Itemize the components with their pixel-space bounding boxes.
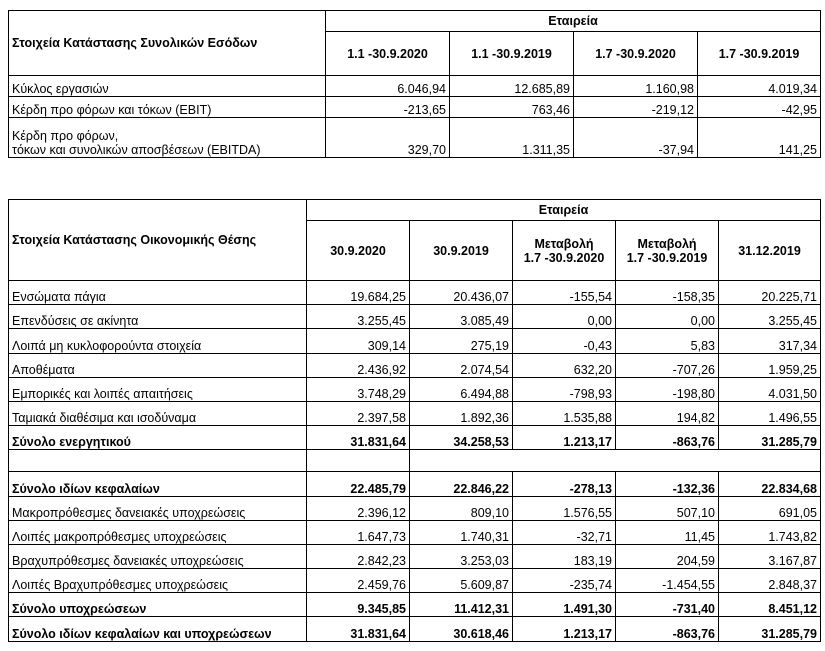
cell-value: -863,76 — [616, 426, 719, 450]
cell-value: 1.892,36 — [410, 401, 513, 425]
cell-value: 275,19 — [410, 329, 513, 353]
cell-value: -798,93 — [513, 377, 616, 401]
cell-value: -155,54 — [513, 281, 616, 305]
table-row-total — [9, 426, 821, 450]
table-row — [9, 544, 821, 568]
cell-value: 20.436,07 — [410, 281, 513, 305]
cell-value: 3.748,29 — [307, 377, 410, 401]
cell-value: 5,83 — [616, 329, 719, 353]
balance-title: Στοιχεία Κατάστασης Οικονομικής Θέσης — [9, 200, 307, 281]
cell-value: 11.412,31 — [410, 593, 513, 617]
cell-value: 1.160,98 — [574, 76, 698, 97]
cell-value: -278,13 — [513, 472, 616, 496]
row-label: Κέρδη προ φόρων και τόκων (EBIT) — [9, 97, 326, 118]
table-row — [9, 329, 821, 353]
cell-value: 12.685,89 — [450, 76, 574, 97]
cell-value: 763,46 — [450, 97, 574, 118]
cell-value: 1.535,88 — [513, 401, 616, 425]
cell-value: -707,26 — [616, 353, 719, 377]
cell-value: 194,82 — [616, 401, 719, 425]
row-label: Λοιπά μη κυκλοφορούντα στοιχεία — [9, 329, 307, 353]
row-label: Ταμιακά διαθέσιμα και ισοδύναμα — [9, 401, 307, 425]
cell-value: -158,35 — [616, 281, 719, 305]
income-title: Στοιχεία Κατάστασης Συνολικών Εσόδων — [9, 11, 326, 76]
cell-value: 204,59 — [616, 544, 719, 568]
cell-value: 2.848,37 — [719, 569, 821, 593]
cell-value: 22.834,68 — [719, 472, 821, 496]
cell-value: 1.491,30 — [513, 593, 616, 617]
table-row — [9, 76, 821, 97]
cell-value: 3.085,49 — [410, 305, 513, 329]
table-row — [9, 496, 821, 520]
cell-value: 1.213,17 — [513, 617, 616, 641]
cell-value: 31.285,79 — [719, 617, 821, 641]
cell-value: 20.225,71 — [719, 281, 821, 305]
row-label: Σύνολο ενεργητικού — [9, 426, 307, 450]
cell-value: 183,19 — [513, 544, 616, 568]
table-row-total — [9, 617, 821, 641]
row-label: Λοιπές μακροπρόθεσμες υποχρεώσεις — [9, 520, 307, 544]
cell-value: 2.074,54 — [410, 353, 513, 377]
cell-value: 507,10 — [616, 496, 719, 520]
cell-value: -32,71 — [513, 520, 616, 544]
cell-value: 31.285,79 — [719, 426, 821, 450]
table-row-total — [9, 593, 821, 617]
cell-value: 809,10 — [410, 496, 513, 520]
cell-value: 1.576,55 — [513, 496, 616, 520]
cell-value: 11,45 — [616, 520, 719, 544]
cell-value: 31.831,64 — [307, 426, 410, 450]
spacer-row — [9, 450, 821, 472]
table-row — [9, 401, 821, 425]
cell-value: 3.253,03 — [410, 544, 513, 568]
cell-value: 31.831,64 — [307, 617, 410, 641]
cell-value: -37,94 — [574, 118, 698, 158]
cell-value: 2.842,23 — [307, 544, 410, 568]
row-label: Βραχυπρόθεσμες δανειακές υποχρεώσεις — [9, 544, 307, 568]
cell-value: 1.213,17 — [513, 426, 616, 450]
cell-value: 2.397,58 — [307, 401, 410, 425]
cell-value: -0,43 — [513, 329, 616, 353]
cell-value: -42,95 — [698, 97, 821, 118]
cell-value: -132,36 — [616, 472, 719, 496]
cell-value: -198,80 — [616, 377, 719, 401]
table-row — [9, 377, 821, 401]
row-label: Σύνολο ιδίων κεφαλαίων — [9, 472, 307, 496]
balance-group-header: Εταιρεία — [307, 200, 821, 221]
row-label — [9, 118, 326, 158]
financial-position-table — [8, 199, 821, 642]
table-row — [9, 569, 821, 593]
income-group-header: Εταιρεία — [326, 11, 821, 32]
cell-value: -213,65 — [326, 97, 450, 118]
cell-value: 1.740,31 — [410, 520, 513, 544]
balance-col-header: 30.9.2019 — [410, 221, 513, 281]
cell-value: 141,25 — [698, 118, 821, 158]
row-label: Λοιπές Βραχυπρόθεσμες υποχρεώσεις — [9, 569, 307, 593]
cell-value: 1.496,55 — [719, 401, 821, 425]
cell-value: 329,70 — [326, 118, 450, 158]
cell-value: 4.031,50 — [719, 377, 821, 401]
cell-value: -219,12 — [574, 97, 698, 118]
table-row — [9, 118, 821, 158]
income-col-header: 1.1 -30.9.2020 — [326, 32, 450, 76]
cell-value: 8.451,12 — [719, 593, 821, 617]
cell-value: -1.454,55 — [616, 569, 719, 593]
row-label: Κύκλος εργασιών — [9, 76, 326, 97]
cell-value: 3.255,45 — [719, 305, 821, 329]
cell-value: 1.311,35 — [450, 118, 574, 158]
table-row-total — [9, 472, 821, 496]
cell-value: 1.743,82 — [719, 520, 821, 544]
income-col-header: 1.7 -30.9.2020 — [574, 32, 698, 76]
table-row — [9, 353, 821, 377]
row-label: Σύνολο ιδίων κεφαλαίων και υποχρεώσεων — [9, 617, 307, 641]
cell-value: 4.019,34 — [698, 76, 821, 97]
cell-value: 632,20 — [513, 353, 616, 377]
income-statement-table — [8, 10, 821, 158]
balance-col-header: Μεταβολή 1.7 -30.9.2020 — [513, 221, 616, 281]
cell-value: 3.255,45 — [307, 305, 410, 329]
table-row — [9, 281, 821, 305]
cell-value: 19.684,25 — [307, 281, 410, 305]
cell-value: 34.258,53 — [410, 426, 513, 450]
cell-value: 22.846,22 — [410, 472, 513, 496]
row-label: Ενσώματα πάγια — [9, 281, 307, 305]
cell-value: 2.436,92 — [307, 353, 410, 377]
table-row — [9, 97, 821, 118]
cell-value: 1.647,73 — [307, 520, 410, 544]
cell-value: 30.618,46 — [410, 617, 513, 641]
row-label-line: Κέρδη προ φόρων, — [12, 129, 119, 143]
cell-value: 2.459,76 — [307, 569, 410, 593]
cell-value: 9.345,85 — [307, 593, 410, 617]
cell-value: -863,76 — [616, 617, 719, 641]
cell-value: 5.609,87 — [410, 569, 513, 593]
row-label: Επενδύσεις σε ακίνητα — [9, 305, 307, 329]
cell-value: 3.167,87 — [719, 544, 821, 568]
row-label: Μακροπρόθεσμες δανειακές υποχρεώσεις — [9, 496, 307, 520]
row-label: Εμπορικές και λοιπές απαιτήσεις — [9, 377, 307, 401]
cell-value: 1.959,25 — [719, 353, 821, 377]
income-col-header: 1.7 -30.9.2019 — [698, 32, 821, 76]
cell-value: 0,00 — [616, 305, 719, 329]
cell-value: 2.396,12 — [307, 496, 410, 520]
cell-value: 6.046,94 — [326, 76, 450, 97]
balance-col-header: Μεταβολή 1.7 -30.9.2019 — [616, 221, 719, 281]
table-row — [9, 305, 821, 329]
cell-value: 22.485,79 — [307, 472, 410, 496]
cell-value: -731,40 — [616, 593, 719, 617]
row-label-line: τόκων και συνολικών αποσβέσεων (EBITDA) — [12, 143, 261, 157]
cell-value: 309,14 — [307, 329, 410, 353]
balance-col-header: 31.12.2019 — [719, 221, 821, 281]
balance-col-header: 30.9.2020 — [307, 221, 410, 281]
cell-value: 6.494,88 — [410, 377, 513, 401]
row-label: Αποθέματα — [9, 353, 307, 377]
cell-value: 691,05 — [719, 496, 821, 520]
table-row — [9, 520, 821, 544]
cell-value: 317,34 — [719, 329, 821, 353]
row-label: Σύνολο υποχρεώσεων — [9, 593, 307, 617]
cell-value: -235,74 — [513, 569, 616, 593]
income-col-header: 1.1 -30.9.2019 — [450, 32, 574, 76]
cell-value: 0,00 — [513, 305, 616, 329]
